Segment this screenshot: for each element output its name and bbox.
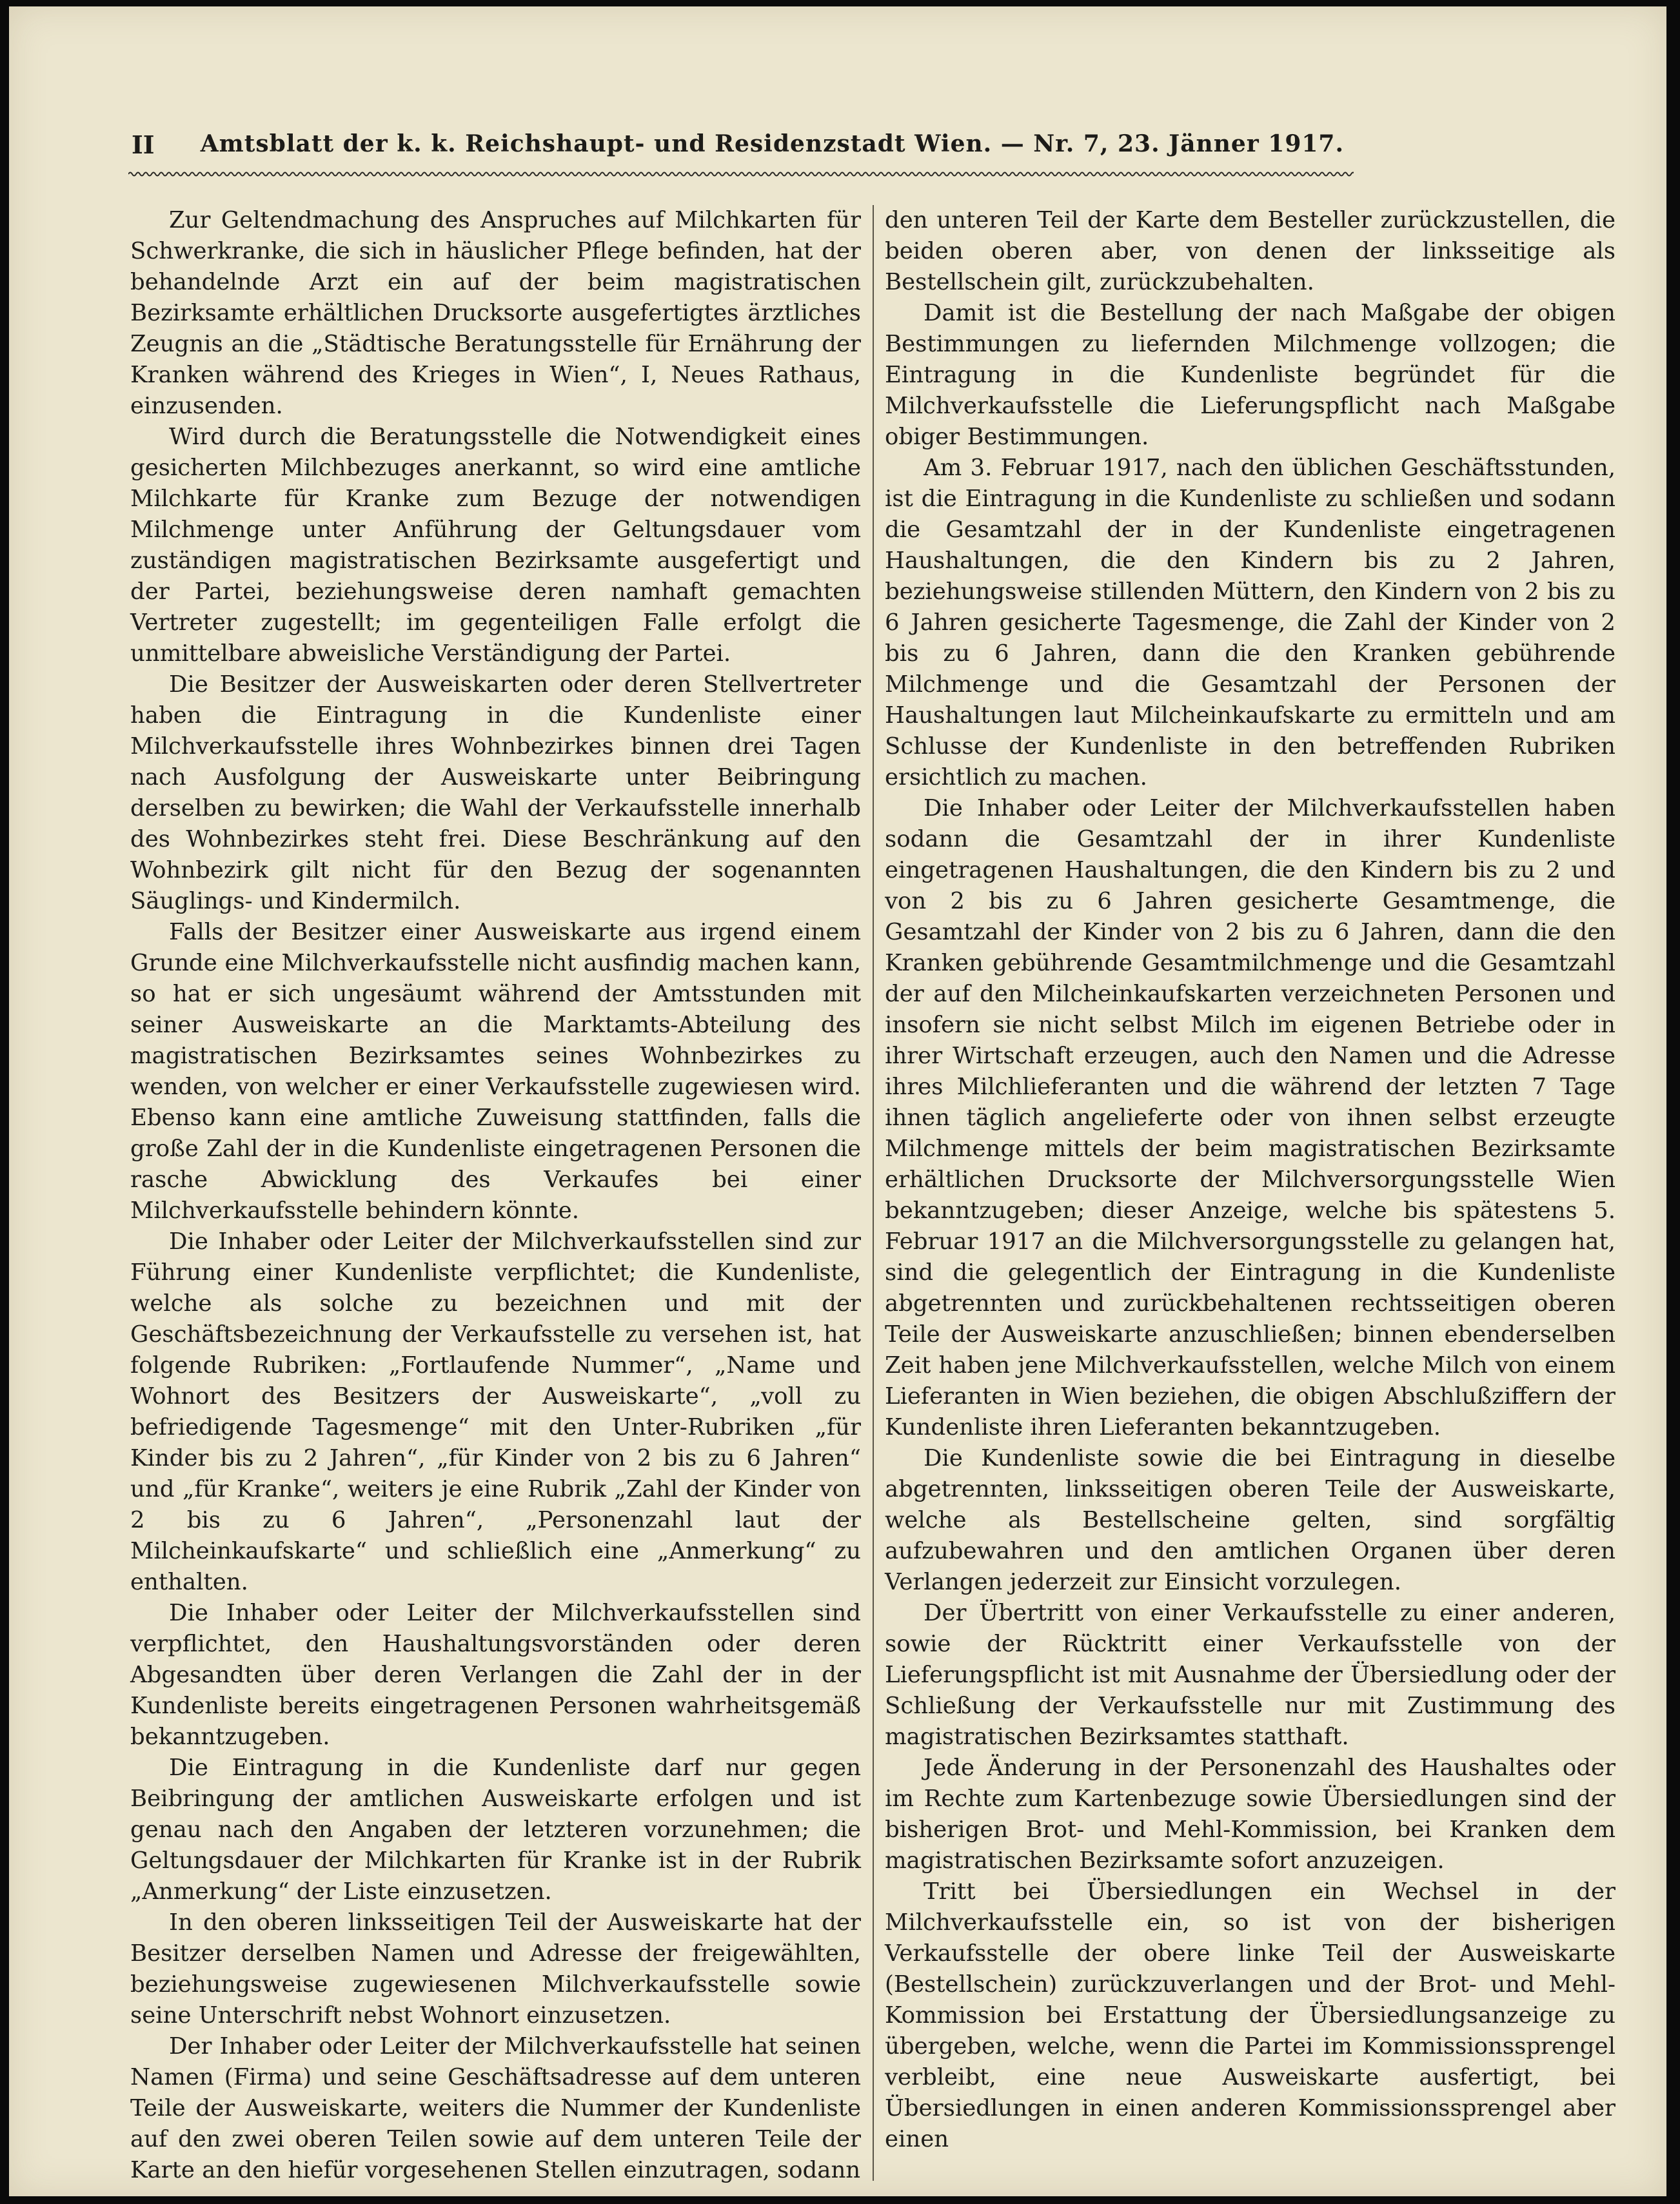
paragraph: Die Kundenliste sowie die bei Eintragung in dieselbe abgetrennten, linksseitigen oberen Teile der Ausweiskarte, welche als Bestellscheine gelten, sind sorgfältig aufzubewahren und den amtlichen Organen über deren Verlangen jederzeit zur Einsicht vorzulegen. xyxy=(885,1445,1616,1595)
paragraph: Der Inhaber oder Leiter der Milchverkaufsstelle hat seinen Namen (Firma) und seine Geschäftsadresse auf dem unteren Teile der Ausweiskarte, weiters die Nummer der Kundenliste auf den zwei oberen Teilen sowie auf dem unteren Teile der Karte an den hiefür vorgesehenen Stellen einzutragen, sodann xyxy=(130,2033,861,2183)
paragraph: Zur Geltendmachung des Anspruches auf Milchkarten für Schwerkranke, die sich in häuslicher Pflege befinden, hat der behandelnde Arzt ein auf der beim magistratischen Bezirksamte erhältlichen Drucksorte ausgefertigtes ärztliches Zeugnis an die „Städtische Beratungsstelle für Ernährung der Kranken während des Krieges in Wien“, I, Neues Rathaus, einzusenden. xyxy=(130,207,861,419)
page-sheet xyxy=(9,6,1666,2196)
left-column xyxy=(130,205,861,2186)
paragraph: Die Inhaber oder Leiter der Milchverkaufsstellen sind zur Führung einer Kundenliste verpflichtet; die Kundenliste, welche als solche zu bezeichnen und mit der Geschäftsbezeichnung der Verkaufsstelle zu versehen ist, hat folgende Rubriken: „Fortlaufende Nummer“, „Name und Wohnort des Besitzers der Ausweiskarte“, „voll zu befriedigende Tagesmenge“ mit den Unter-Rubriken „für Kinder bis zu 2 Jahren“, „für Kinder von 2 bis zu 6 Jahren“ und „für Kranke“, weiters je eine Rubrik „Zahl der Kinder von 2 bis zu 6 Jahren“, „Personenzahl laut der Milcheinkaufskarte“ und schließlich eine „Anmerkung“ zu enthalten. xyxy=(130,1228,861,1595)
running-title: Amtsblatt der k. k. Reichshaupt- und Residenzstadt Wien. — Nr. 7, 23. Jänner 1917. xyxy=(200,130,1344,157)
paragraph: Damit ist die Bestellung der nach Maßgabe der obigen Bestimmungen zu liefernden Milchmenge vollzogen; die Eintragung in die Kundenliste begründet für die Milchverkaufsstelle die Lieferungspflicht nach Maßgabe obiger Bestimmungen. xyxy=(885,300,1616,450)
paragraph: Falls der Besitzer einer Ausweiskarte aus irgend einem Grunde eine Milchverkaufsstelle nicht ausfindig machen kann, so hat er sich ungesäumt während der Amtsstunden mit seiner Ausweiskarte an die Marktamts-Abteilung des magistratischen Bezirksamtes seines Wohnbezirkes zu wenden, von welcher er einer Verkaufsstelle zugewiesen wird. Ebenso kann eine amtliche Zuweisung stattfinden, falls die große Zahl der in die Kundenliste eingetragenen Personen die rasche Abwicklung des Verkaufes bei einer Milchverkaufsstelle behindern könnte. xyxy=(130,919,861,1224)
paragraph-continued: den unteren Teil der Karte dem Besteller zurückzustellen, die beiden oberen aber, von denen der linksseitige als Bestellschein gilt, zurückzubehalten. xyxy=(885,207,1616,295)
paragraph: Der Übertritt von einer Verkaufsstelle zu einer anderen, sowie der Rücktritt einer Verkaufsstelle von der Lieferungspflicht ist mit Ausnahme der Übersiedlung oder der Schließung der Verkaufsstelle nur mit Zustimmung des magistratischen Bezirksamtes statthaft. xyxy=(885,1600,1616,1750)
paragraph: In den oberen linksseitigen Teil der Ausweiskarte hat der Besitzer derselben Namen und Adresse der freigewählten, beziehungsweise zugewiesenen Milchverkaufsstelle sowie seine Unterschrift nebst Wohnort einzusetzen. xyxy=(130,1909,861,2029)
paragraph: Die Inhaber oder Leiter der Milchverkaufsstellen haben sodann die Gesamtzahl der in ihrer Kundenliste eingetragenen Haushaltungen, die den Kindern bis zu 2 und von 2 bis zu 6 Jahren gesicherte Gesamtmenge, die Gesamtzahl der Kinder von 2 bis zu 6 Jahren, dann die den Kranken gebührende Gesamtmilchmenge und die Gesamtzahl der auf den Milcheinkaufskarten verzeichneten Personen und insofern sie nicht selbst Milch im eigenen Betriebe oder in ihrer Wirtschaft erzeugen, auch den Namen und die Adresse ihres Milchlieferanten und die während der letzten 7 Tage ihnen täglich angelieferte oder von ihnen selbst erzeugte Milchmenge mittels der beim magistratischen Bezirksamte erhältlichen Drucksorte der Milchversorgungsstelle Wien bekanntzugeben; dieser Anzeige, welche bis spätestens 5. Februar 1917 an die Milchversorgungsstelle zu gelangen hat, sind die gelegentlich der Eintragung in die Kundenliste abgetrennten und zurückbehaltenen rechtsseitigen oberen Teile der Ausweiskarte anzuschließen; binnen ebenderselben Zeit haben jene Milchverkaufsstellen, welche Milch von einem Lieferanten in Wien beziehen, die obigen Abschlußziffern der Kundenliste ihren Lieferanten bekanntzugeben. xyxy=(885,795,1616,1441)
paragraph: Die Inhaber oder Leiter der Milchverkaufsstellen sind verpflichtet, den Haushaltungsvorständen oder deren Abgesandten über deren Verlangen die Zahl der in der Kundenliste bereits eingetragenen Personen wahrheitsgemäß bekanntzugeben. xyxy=(130,1600,861,1750)
page-header xyxy=(132,130,1344,166)
page-number: II xyxy=(132,130,155,159)
right-column xyxy=(885,205,1616,2155)
paragraph: Jede Änderung in der Personenzahl des Haushaltes oder im Rechte zum Kartenbezuge sowie Übersiedlungen sind der bisherigen Brot- und Mehl-Kommission, bei Kranken dem magistratischen Bezirksamte sofort anzuzeigen. xyxy=(885,1755,1616,1874)
paragraph: Am 3. Februar 1917, nach den üblichen Geschäftsstunden, ist die Eintragung in die Kundenliste zu schließen und sodann die Gesamtzahl der in der Kundenliste eingetragenen Haushaltungen, die den Kindern bis zu 2 Jahren, beziehungsweise stillenden Müttern, den Kindern von 2 bis zu 6 Jahren gesicherte Tagesmenge, die Zahl der Kinder von 2 bis zu 6 Jahren, dann die den Kranken gebührende Milchmenge und die Gesamtzahl der Personen der Haushaltungen laut Milcheinkaufskarte zu ermitteln und am Schlusse der Kundenliste in den betreffenden Rubriken ersichtlich zu machen. xyxy=(885,455,1616,791)
paragraph: Die Eintragung in die Kundenliste darf nur gegen Beibringung der amtlichen Ausweiskarte erfolgen und ist genau nach den Angaben der letzteren vorzunehmen; die Geltungsdauer der Milchkarten für Kranke ist in der Rubrik „Anmerkung“ der Liste einzusetzen. xyxy=(130,1755,861,1905)
paragraph: Wird durch die Beratungsstelle die Notwendigkeit eines gesicherten Milchbezuges anerkannt, so wird eine amtliche Milchkarte für Kranke zum Bezuge der notwendigen Milchmenge unter Anführung der Geltungsdauer vom zuständigen magistratischen Bezirksamte ausgefertigt und der Partei, beziehungsweise deren namhaft gemachten Vertreter zugestellt; im gegenteiligen Falle erfolgt die unmittelbare abweisliche Verständigung der Partei. xyxy=(130,424,861,667)
paragraph: Die Besitzer der Ausweiskarten oder deren Stellvertreter haben die Eintragung in die Kundenliste einer Milchverkaufsstelle ihres Wohnbezirkes binnen drei Tagen nach Ausfolgung der Ausweiskarte unter Beibringung derselben zu bewirken; die Wahl der Verkaufsstelle innerhalb des Wohnbezirkes steht frei. Diese Beschränkung auf den Wohnbezirk gilt nicht für den Bezug der sogenannten Säuglings- und Kindermilch. xyxy=(130,671,861,914)
wavy-rule-ornament xyxy=(128,169,1663,179)
column-divider xyxy=(873,205,874,2181)
paragraph: Tritt bei Übersiedlungen ein Wechsel in der Milchverkaufsstelle ein, so ist von der bisherigen Verkaufsstelle der obere linke Teil der Ausweiskarte (Bestellschein) zurückzuverlangen und der Brot- und Mehl-Kommission bei Erstattung der Übersiedlungsanzeige zu übergeben, welche, wenn die Partei im Kommissionssprengel verbleibt, eine neue Ausweiskarte ausfertigt, bei Übersiedlungen in einen anderen Kommissionssprengel aber einen xyxy=(885,1878,1616,2152)
